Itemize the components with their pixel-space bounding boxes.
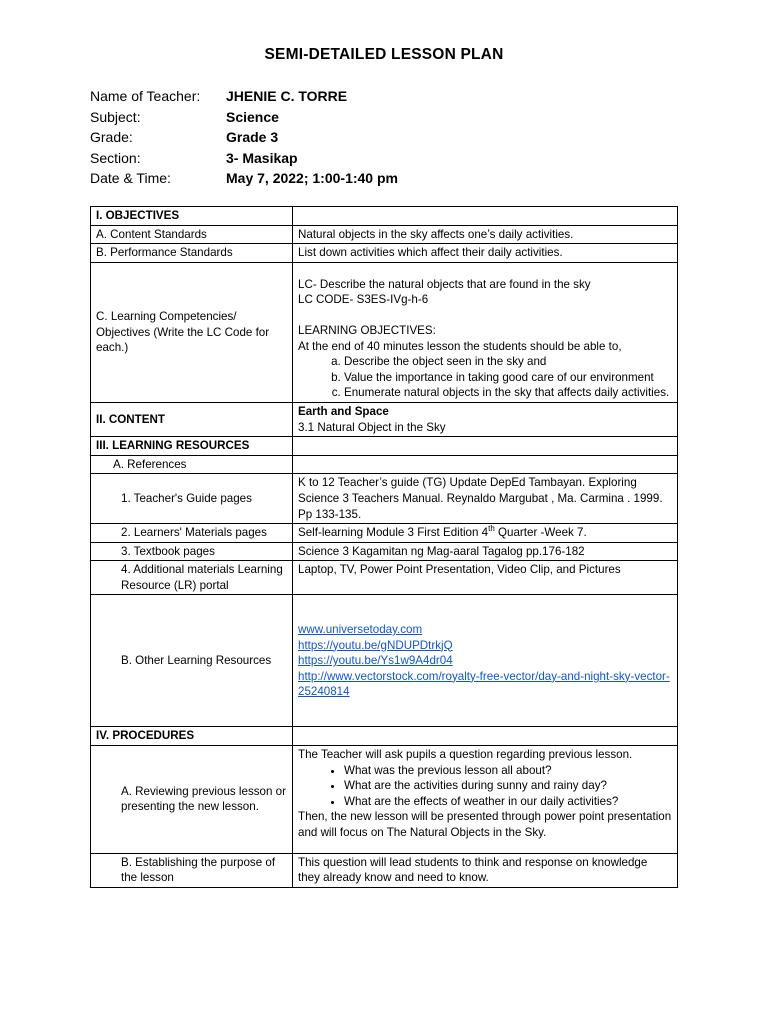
info-value: 3- Masikap [226,149,298,166]
list-item: • What was the previous lesson all about? [344,763,672,779]
empty-cell [293,207,678,226]
content-standards-label: A. Content Standards [91,225,293,244]
table-row [91,225,678,244]
info-row-subject [90,107,398,128]
objectives-heading: I. OBJECTIVES [91,207,293,226]
additional-materials-label: 4. Additional materials Learning Resource (LR) portal [91,561,293,595]
info-value: May 7, 2022; 1:00-1:40 pm [226,170,398,187]
table-row [91,474,678,524]
empty-cell [293,455,678,474]
table-row [91,595,678,727]
empty-cell [293,437,678,456]
table-row [91,455,678,474]
lc-text: LC- Describe the natural objects that are found in the sky [298,277,591,291]
establishing-purpose-value: This question will lead students to think and response on knowledge they already know and need to know. [293,853,678,887]
learning-resources-heading: III. LEARNING RESOURCES [91,437,293,456]
performance-standards-value: List down activities which affect their daily activities. [293,244,678,263]
info-value: JHENIE C. TORRE [226,88,348,105]
table-row [91,437,678,456]
review-questions-list [298,763,672,810]
procedures-heading: IV. PROCEDURES [91,727,293,746]
info-value: Grade 3 [226,129,279,146]
list-item: • What are the effects of weather in our daily activities? [344,794,672,810]
learners-materials-label: 2. Learners' Materials pages [91,524,293,543]
info-label: Grade: [90,129,133,146]
empty-cell [293,727,678,746]
content-value [293,402,678,436]
info-row-teacher [90,86,398,107]
teachers-guide-label: 1. Teacher's Guide pages [91,474,293,524]
info-value: Science [226,108,279,125]
list-item: c. Enumerate natural objects in the sky that affects daily activities. [344,385,672,401]
content-heading: II. CONTENT [91,402,293,436]
learners-materials-value [293,524,678,543]
lm-superscript: th [488,524,495,534]
content-topic: Earth and Space [298,404,389,418]
establishing-purpose-label: B. Establishing the purpose of the lesson [91,853,293,887]
content-subtopic: 3.1 Natural Object in the Sky [298,420,446,434]
info-row-section [90,148,398,169]
teachers-guide-value: K to 12 Teacher’s guide (TG) Update DepEd Tambayan. Exploring Science 3 Teachers Manual. Reynaldo Margubat , Ma. Carmina . 1999. Pp 133-135. [293,474,678,524]
table-row [91,853,678,887]
info-label: Name of Teacher: [90,88,201,105]
lesson-plan-table [90,206,678,888]
info-row-datetime [90,168,398,189]
reviewing-lesson-label: A. Reviewing previous lesson or presenting the new lesson. [91,746,293,854]
lm-text-end: Quarter -Week 7. [494,526,587,540]
references-label: A. References [91,455,293,474]
table-row [91,207,678,226]
list-item: • What are the activities during sunny and rainy day? [344,778,672,794]
link-vectorstock[interactable]: http://www.vectorstock.com/royalty-free-vector/day-and-night-sky-vector-25240814 [298,669,670,699]
reviewing-lesson-value [293,746,678,854]
performance-standards-label: B. Performance Standards [91,244,293,263]
table-row [91,402,678,436]
link-youtube-2[interactable]: https://youtu.be/Ys1w9A4dr04 [298,654,453,668]
learning-objectives-intro: At the end of 40 minutes lesson the students should be able to, [298,339,622,353]
review-outro: Then, the new lesson will be presented through power point presentation and will focus on The Natural Objects in the Sky. [298,810,672,840]
additional-materials-value: Laptop, TV, Power Point Presentation, Video Clip, and Pictures [293,561,678,595]
table-row [91,746,678,854]
lm-text: Self-learning Module 3 First Edition 4 [298,526,489,540]
table-row [91,524,678,543]
document-title: SEMI-DETAILED LESSON PLAN [264,46,504,63]
learning-competencies-value [293,262,678,402]
info-label: Section: [90,149,141,166]
textbook-label: 3. Textbook pages [91,542,293,561]
teacher-info [90,86,398,189]
textbook-value: Science 3 Kagamitan ng Mag-aaral Tagalog pp.176-182 [293,542,678,561]
info-label: Date & Time: [90,170,171,187]
list-item: b. Value the importance in taking good care of our environment [344,370,672,386]
list-item: a. Describe the object seen in the sky and [344,354,672,370]
learning-objectives-heading: LEARNING OBJECTIVES: [298,323,436,337]
other-resources-label: B. Other Learning Resources [91,595,293,727]
table-row [91,561,678,595]
table-row [91,727,678,746]
other-resources-links [293,595,678,727]
learning-objectives-list [298,354,672,401]
table-row [91,262,678,402]
link-youtube-1[interactable]: https://youtu.be/gNDUPDtrkjQ [298,638,453,652]
learning-competencies-label: C. Learning Competencies/ Objectives (Write the LC Code for each.) [91,262,293,402]
info-row-grade [90,127,398,148]
review-intro: The Teacher will ask pupils a question regarding previous lesson. [298,748,633,762]
table-row [91,542,678,561]
content-standards-value: Natural objects in the sky affects one’s daily activities. [293,225,678,244]
link-universetoday[interactable]: www.universetoday.com [298,622,423,636]
lc-code: LC CODE- S3ES-IVg-h-6 [298,293,429,307]
info-label: Subject: [90,108,141,125]
table-row [91,244,678,263]
